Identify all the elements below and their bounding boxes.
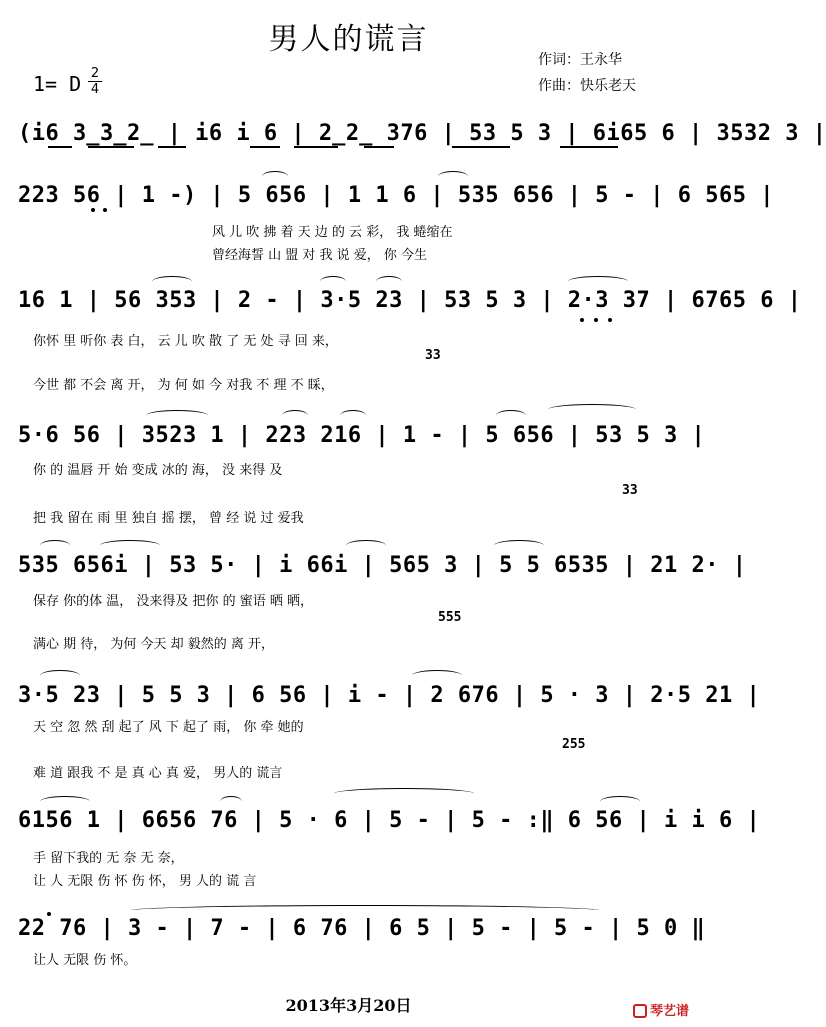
lyric-line-7a: 手 留下我的 无 奈 无 奈， [33,851,184,866]
slur-mark [494,540,544,551]
slur-mark [438,171,468,182]
octave-dot [608,318,612,322]
lyric-line-5b: 满心 期 待， 为何 今天 却 毅然的 离 开， [33,637,275,652]
slur-mark [376,276,402,287]
slur-mark [548,404,636,415]
annotation-33-b: 33 [622,483,638,498]
octave-dot [594,318,598,322]
site-logo [633,1000,689,1019]
annotation-255: 255 [562,737,586,752]
slur-mark [334,788,474,799]
annotation-33-a: 33 [425,348,441,363]
lyric-line-4a: 你 的 温唇 开 始 变成 冰的 海， 没 来得 及 [33,463,283,478]
beam-underline [250,146,280,148]
beam-underline [48,146,72,148]
lyric-line-7b: 让 人 无限 伤 怀 伤 怀， 男 人的 谎 言 [33,874,257,889]
lyric-line-5a: 保存 你的体 温， 没来得及 把你 的 蜜语 晒 晒， [33,594,314,609]
song-title: 男人的谎言 [268,22,429,57]
slur-mark [262,171,288,182]
octave-dot [47,912,51,916]
time-signature [88,66,102,97]
slur-mark [146,410,208,421]
octave-dot [103,208,107,212]
slur-mark [40,796,90,807]
date-stamp: 2013年3月20日 [285,996,412,1015]
logo-icon [633,1004,647,1018]
slur-mark [100,540,160,551]
beam-underline [88,146,134,148]
score-line-7: 6156 1 | 6656 76 | 5 · 6 | 5 - | 5 - :‖ 6 56 | i i 6 | [18,808,761,833]
lyric-line-3b: 今世 都 不会 离 开， 为 何 如 今 对我 不 理 不 睬， [33,378,334,393]
time-signature-top: 2 [90,66,100,81]
slur-mark [220,796,242,807]
score-line-8: 22 76 | 3 - | 7 - | 6 76 | 6 5 | 5 - | 5 - | 5 0 ‖ [18,916,706,941]
logo-text: 琴艺谱 [649,1004,689,1019]
slur-mark [496,410,526,421]
score-line-5: 535 656i | 53 5· | i 66i | 565 3 | 5 5 6535 | 21 2· | [18,553,747,578]
score-line-2: 223 56 | 1 -) | 5 656 | 1 1 6 | 535 656 | 5 - | 6 565 | [18,183,774,208]
slur-mark [600,796,640,807]
beam-underline [294,146,338,148]
composer-credit: 作曲：快乐老天 [538,78,636,94]
lyric-line-2a: 风 儿 吹 拂 着 天 边 的 云 彩， 我 蜷缩在 [212,225,453,240]
slur-mark [40,670,80,681]
lyric-line-6a: 天 空 忽 然 刮 起了 风 下 起了 雨， 你 牵 她的 [33,720,304,735]
slur-mark [412,670,462,681]
lyricist-credit: 作词：王永华 [538,52,622,68]
lyric-line-4b: 把 我 留在 雨 里 独自 摇 摆， 曾 经 说 过 爱我 [33,511,304,526]
octave-dot [580,318,584,322]
annotation-555: 555 [438,610,462,625]
lyric-line-2b: 曾经海誓 山 盟 对 我 说 爱， 你 今生 [212,248,428,263]
lyric-line-6b: 难 道 跟我 不 是 真 心 真 爱， 男人的 谎言 [33,766,283,781]
slur-mark [568,276,628,287]
beam-underline [452,146,510,148]
time-signature-bottom: 4 [88,81,102,97]
slur-mark [282,410,308,421]
slur-mark [346,540,386,551]
beam-underline [560,146,618,148]
score-line-4: 5·6 56 | 3523 1 | 223 216 | 1 - | 5 656 | 53 5 3 | [18,423,706,448]
key-signature: 1= D [33,72,82,96]
score-line-1: (i6 3̲3̲2̲ | i6 i 6 | 2̲2̲ 376 | 53 5 3 | 6i65 6 | 3532 3 | [18,121,826,146]
score-line-3: 16 1 | 56 353 | 2 - | 3·5 23 | 53 5 3 | 2·3 37 | 6765 6 | [18,288,802,313]
slur-mark [130,905,600,916]
slur-mark [320,276,346,287]
lyric-line-3a: 你怀 里 听你 表 白， 云 儿 吹 散 了 无 处 寻 回 来， [33,334,338,349]
lyric-line-8a: 让人 无限 伤 怀。 [33,953,137,968]
beam-underline [364,146,394,148]
octave-dot [91,208,95,212]
slur-mark [40,540,70,551]
beam-underline [158,146,186,148]
slur-mark [340,410,366,421]
score-line-6: 3·5 23 | 5 5 3 | 6 56 | i - | 2 676 | 5 · 3 | 2·5 21 | [18,683,761,708]
slur-mark [152,276,192,287]
